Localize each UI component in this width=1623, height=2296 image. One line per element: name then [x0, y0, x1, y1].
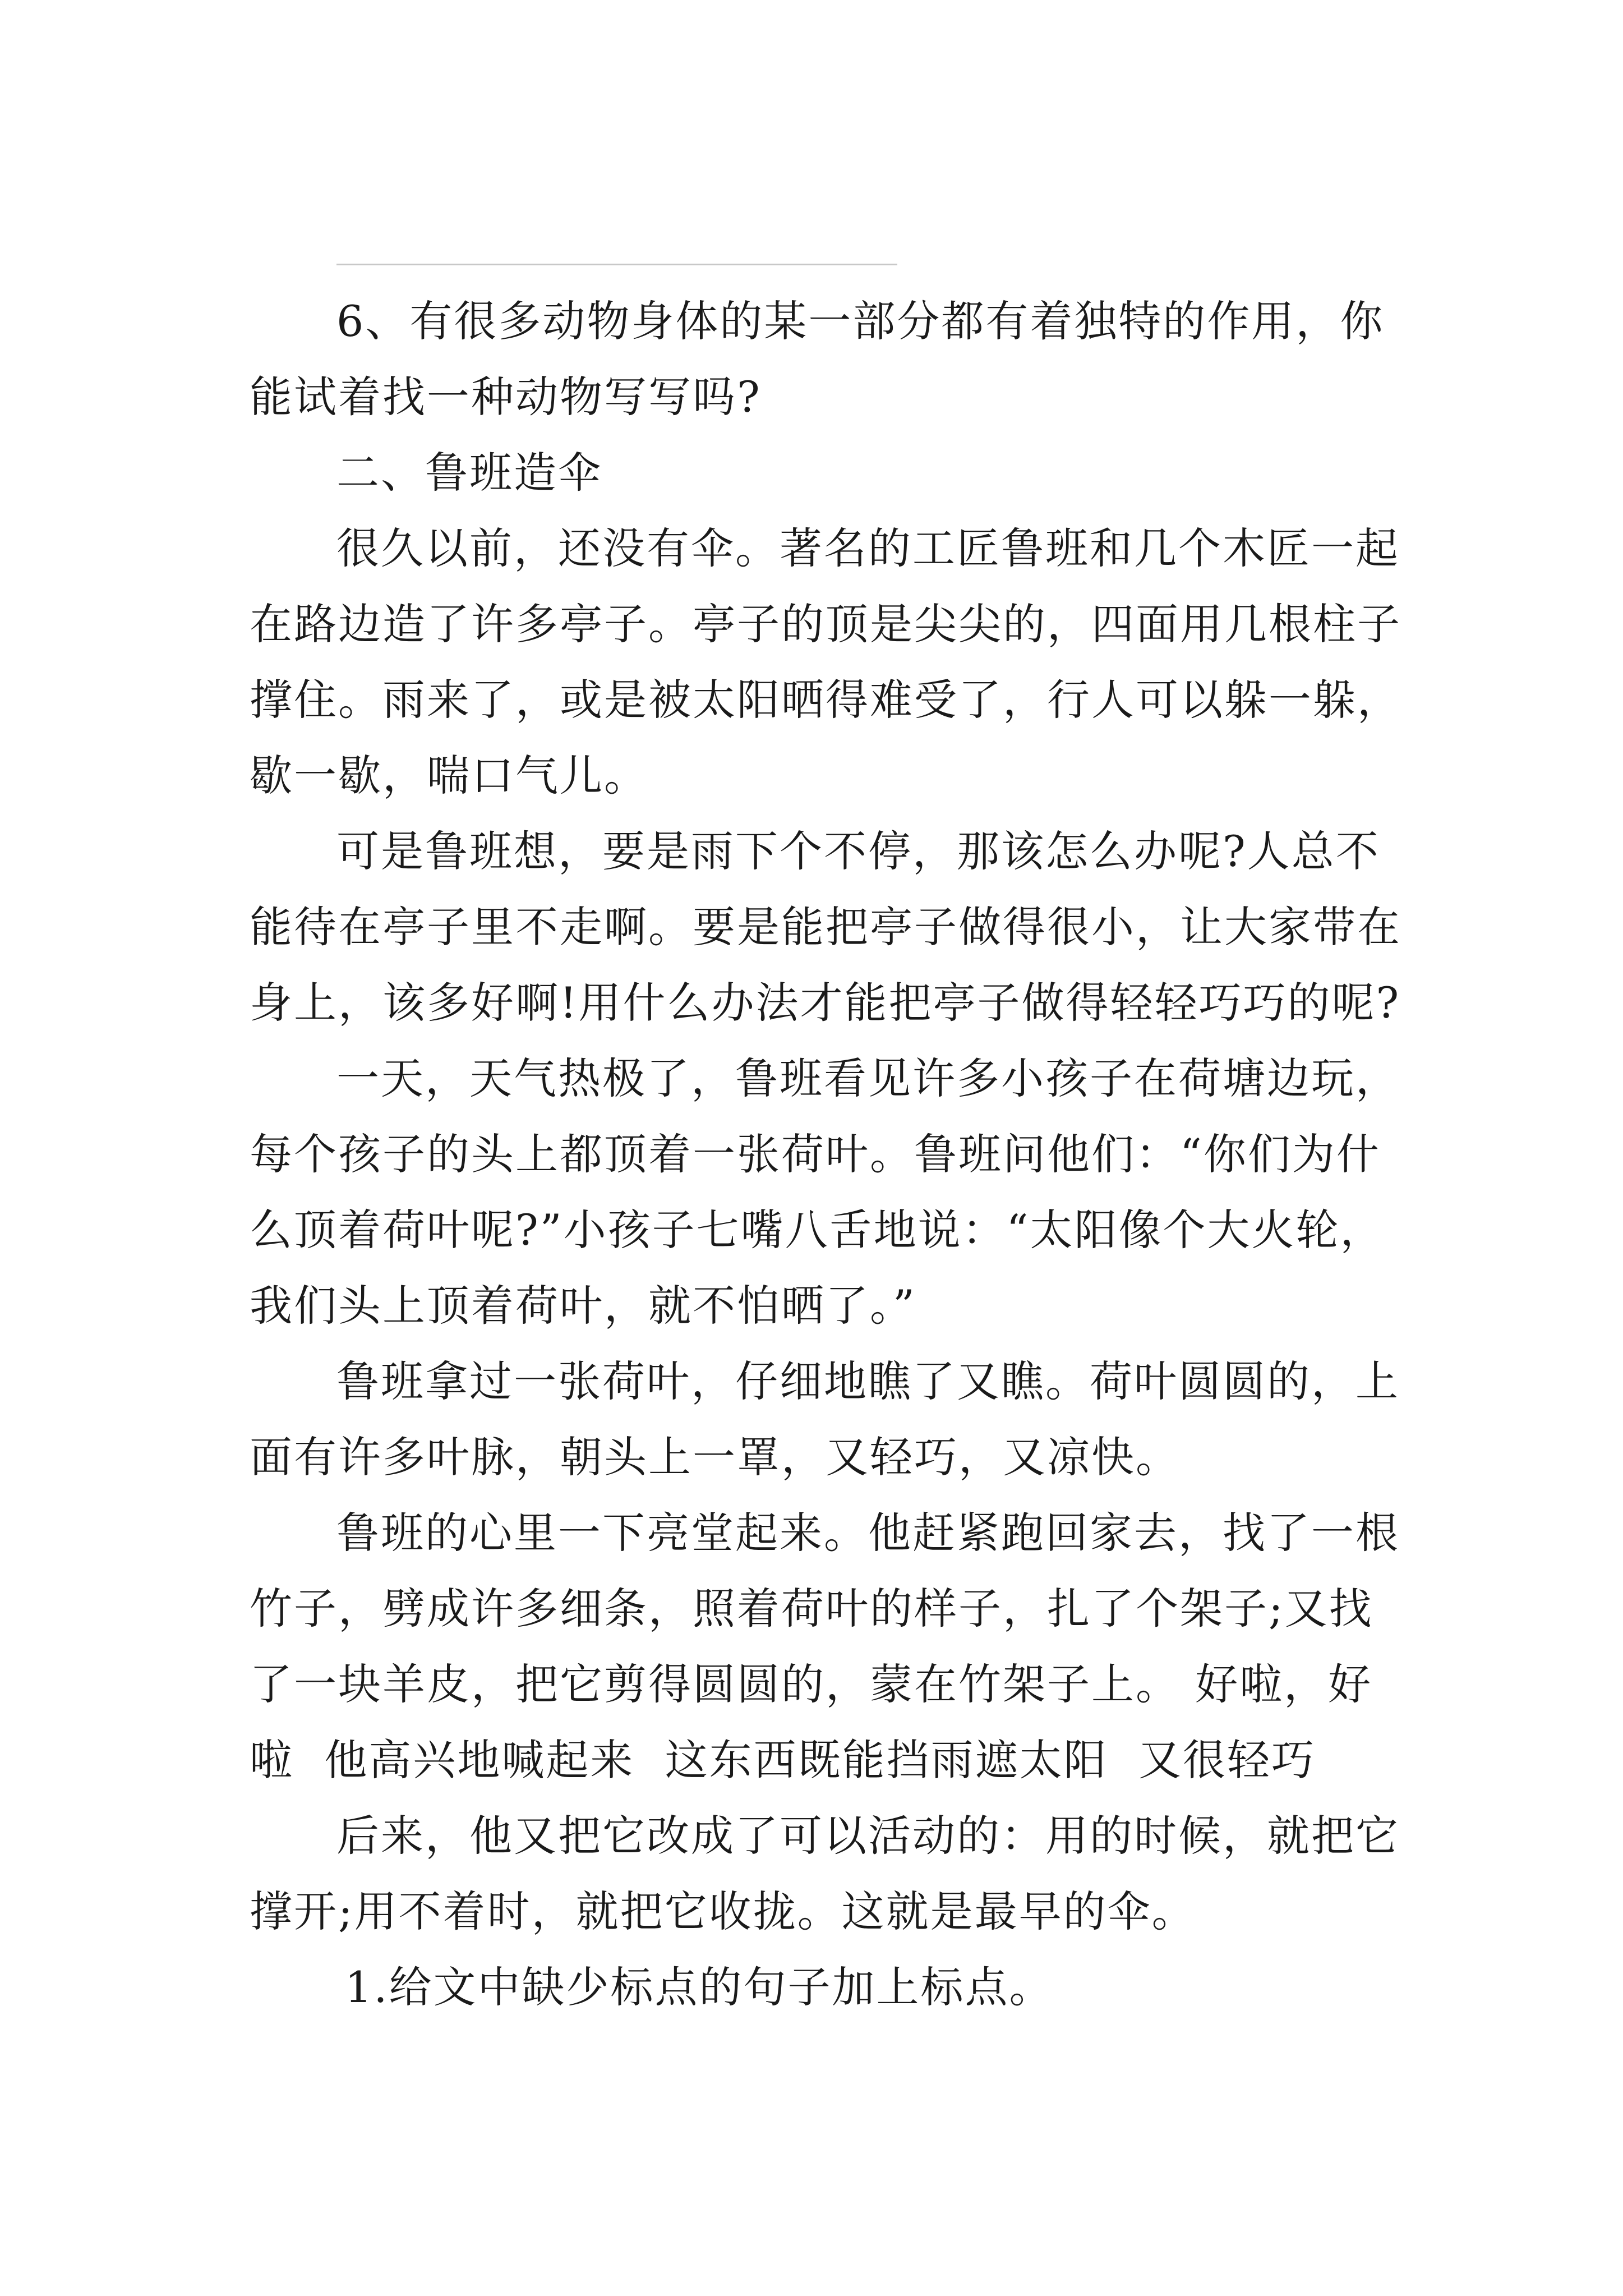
paragraph-5-line-3: 了一块羊皮，把它剪得圆圆的，蒙在竹架子上。 好啦，好 — [250, 1659, 1373, 1709]
paragraph-1-line-4: 歇一歇，喘口气儿。 — [250, 751, 648, 800]
paragraph-1-line-1: 很久以前，还没有伞。著名的工匠鲁班和几个木匠一起 — [336, 523, 1400, 573]
paragraph-1-line-3: 撑住。雨来了，或是被太阳晒得难受了，行人可以躲一躲， — [250, 675, 1401, 725]
question-1: 1.给文中缺少标点的句子加上标点。 — [345, 1962, 1054, 2012]
paragraph-1-line-2: 在路边造了许多亭子。亭子的顶是尖尖的，四面用几根柱子 — [250, 599, 1401, 649]
paragraph-3-line-4: 我们头上顶着荷叶，就不怕晒了。” — [250, 1281, 916, 1331]
paragraph-2-line-2: 能待在亭子里不走啊。要是能把亭子做得很小，让大家带在 — [250, 902, 1401, 952]
header-divider — [336, 264, 897, 265]
paragraph-3-line-1: 一天，天气热极了，鲁班看见许多小孩子在荷塘边玩， — [336, 1053, 1400, 1103]
passage-title: 二、鲁班造伞 — [336, 448, 602, 498]
question-6-line-1: 6、有很多动物身体的某一部分都有着独特的作用，你 — [336, 296, 1385, 346]
paragraph-5-line-4: 啦 他高兴地喊起来 这东西既能挡雨遮太阳 又很轻巧 — [250, 1735, 1316, 1785]
paragraph-4-line-2: 面有许多叶脉，朝头上一罩，又轻巧，又凉快。 — [250, 1432, 1180, 1482]
paragraph-3-line-3: 么顶着荷叶呢?”小孩子七嘴八舌地说：“太阳像个大火轮， — [250, 1205, 1385, 1255]
paragraph-4-line-1: 鲁班拿过一张荷叶，仔细地瞧了又瞧。荷叶圆圆的，上 — [336, 1356, 1400, 1406]
paragraph-5-line-2: 竹子，劈成许多细条，照着荷叶的样子，扎了个架子;又找 — [250, 1584, 1373, 1634]
paragraph-3-line-2: 每个孩子的头上都顶着一张荷叶。鲁班问他们：“你们为什 — [250, 1129, 1381, 1179]
paragraph-6-line-2: 撑开;用不着时，就把它收拢。这就是最早的伞。 — [250, 1887, 1196, 1936]
paragraph-6-line-1: 后来，他又把它改成了可以活动的：用的时候，就把它 — [336, 1811, 1400, 1861]
question-6-line-2: 能试着找一种动物写写吗? — [250, 372, 762, 422]
paragraph-2-line-1: 可是鲁班想，要是雨下个不停，那该怎么办呢?人总不 — [336, 826, 1380, 876]
paragraph-5-line-1: 鲁班的心里一下亮堂起来。他赶紧跑回家去，找了一根 — [336, 1508, 1400, 1558]
paragraph-2-line-3: 身上，该多好啊!用什么办法才能把亭子做得轻轻巧巧的呢? — [250, 978, 1401, 1028]
